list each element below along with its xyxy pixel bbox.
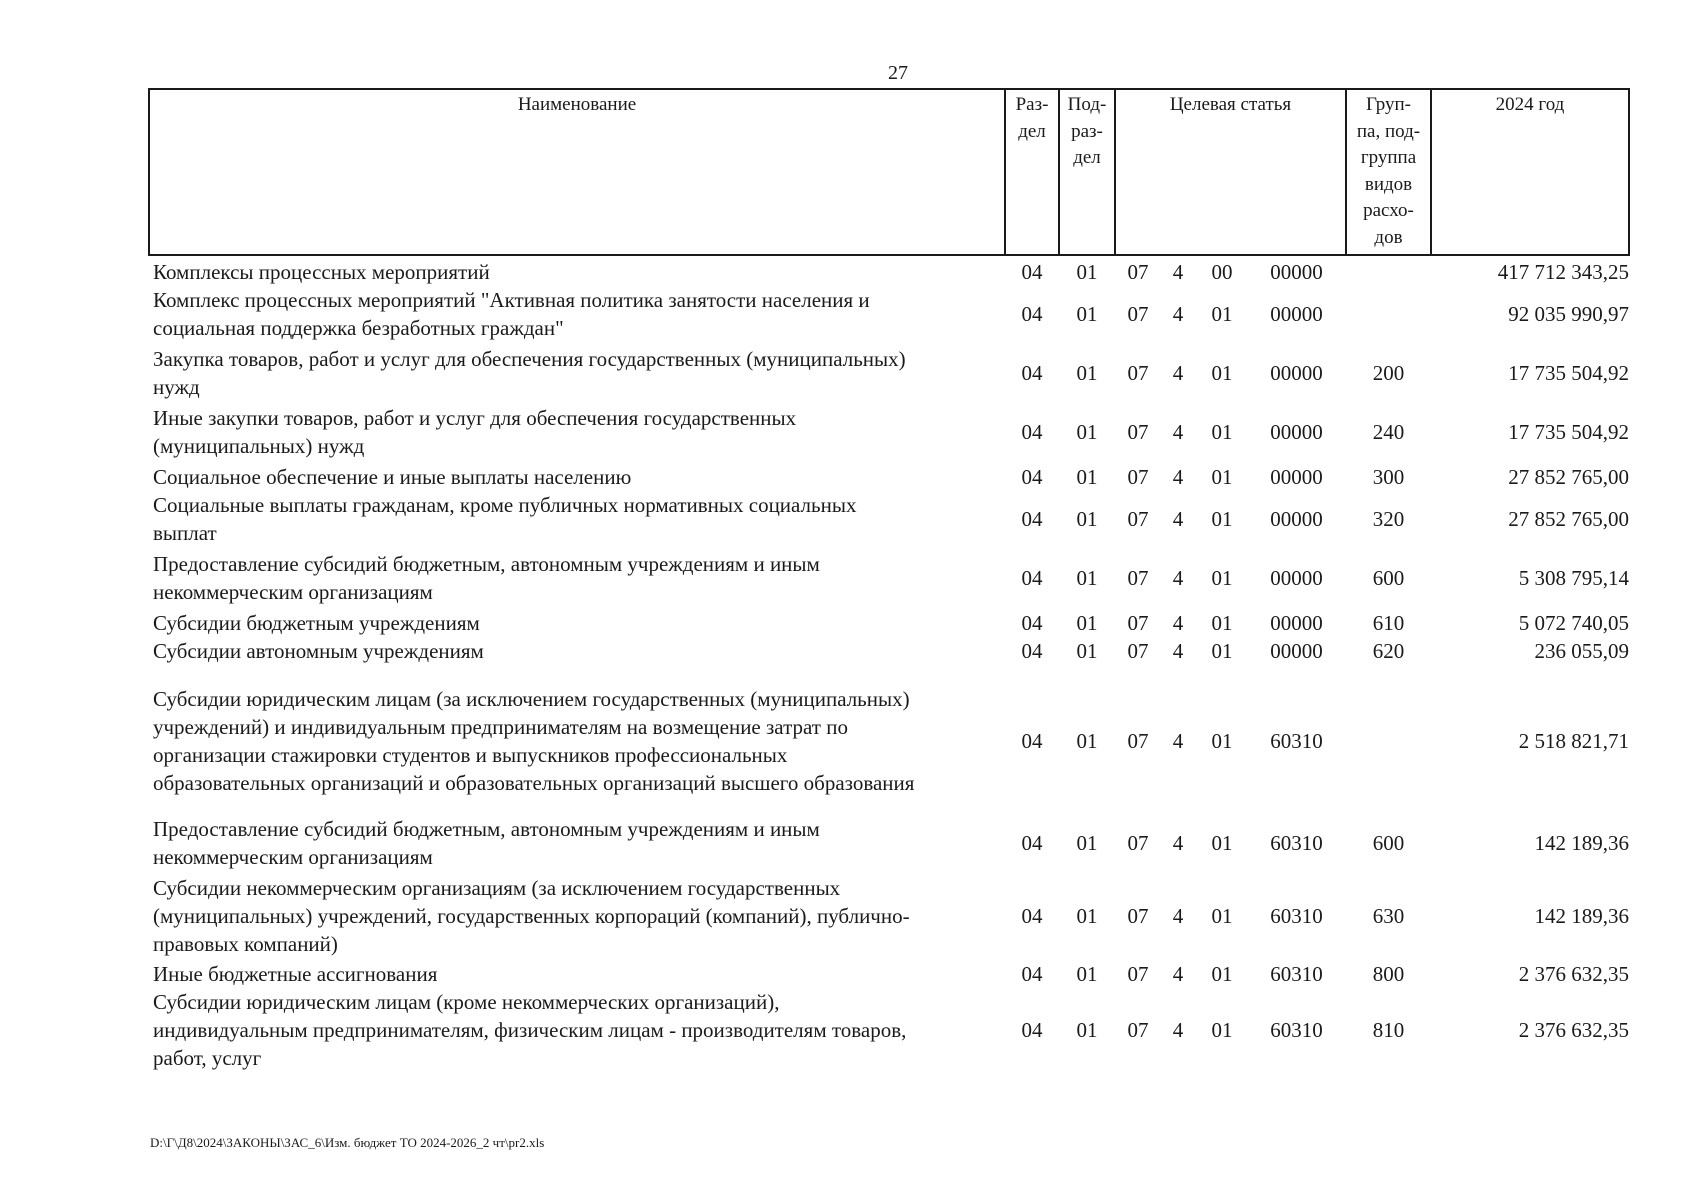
row-name-line: организации стажировки студентов и выпускников профессиональных: [153, 743, 788, 767]
row-razdel: 04: [1021, 1018, 1043, 1042]
row-podrazdel: 01: [1076, 831, 1098, 855]
row-razdel: 04: [1021, 302, 1043, 326]
row-name-line: Комплекс процессных мероприятий "Активная политика занятости населения и: [153, 288, 870, 312]
row-amount: 2 376 632,35: [1518, 962, 1629, 986]
header-podrazdel-line: раз-: [1071, 120, 1103, 142]
page-number-text: 27: [888, 62, 908, 84]
row-amount: 27 852 765,00: [1508, 465, 1629, 489]
row-target-program: 07: [1127, 831, 1149, 855]
row-target-direction: 00000: [1270, 507, 1323, 531]
row-target-direction: 00000: [1270, 465, 1323, 489]
table-row: [0, 345, 1695, 401]
row-target-element: 01: [1211, 962, 1233, 986]
row-target-element: 01: [1211, 465, 1233, 489]
row-name-line: выплат: [153, 521, 217, 545]
row-name-line: (муниципальных) учреждений, государственных корпораций (компаний), публично-: [153, 904, 910, 928]
row-target-element: 01: [1211, 611, 1233, 635]
row-name: [153, 258, 1013, 286]
row-name-line: Субсидии бюджетным учреждениям: [153, 611, 480, 635]
row-razdel: 04: [1021, 611, 1043, 635]
row-target-element: 01: [1211, 1018, 1233, 1042]
row-target-element: 01: [1211, 639, 1233, 663]
row-target-subprogram: 4: [1172, 420, 1184, 444]
row-name-line: индивидуальным предпринимателям, физическим лицам - производителям товаров,: [153, 1018, 907, 1042]
row-razdel: 04: [1021, 361, 1043, 385]
row-podrazdel: 01: [1076, 507, 1098, 531]
row-target-subprogram: 4: [1172, 904, 1184, 928]
row-target-direction: 60310: [1270, 904, 1323, 928]
row-target-element: 01: [1211, 566, 1233, 590]
row-group: 600: [1372, 566, 1405, 590]
row-name: [153, 550, 1013, 606]
row-name: [153, 685, 1013, 797]
row-target-direction: 00000: [1270, 420, 1323, 444]
row-target-subprogram: 4: [1172, 962, 1184, 986]
row-name-line: Социальное обеспечение и иные выплаты населению: [153, 465, 632, 489]
row-name: [153, 286, 1013, 342]
file-path: D:\Г\Д8\2024\ЗАКОНЫ\ЗАС_6\Изм. бюджет ТО 2024-2026_2 чт\pr2.xls: [150, 1135, 545, 1150]
header-year-text: 2024 год: [1495, 94, 1565, 115]
header-target: [1116, 92, 1345, 119]
row-razdel: 04: [1021, 465, 1043, 489]
row-target-program: 07: [1127, 611, 1149, 635]
row-name: [153, 874, 1013, 958]
row-target-program: 07: [1127, 260, 1149, 284]
row-target-program: 07: [1127, 566, 1149, 590]
row-name: [153, 609, 1013, 637]
row-target-program: 07: [1127, 639, 1149, 663]
table-row: [0, 463, 1695, 491]
row-name-line: правовых компаний): [153, 932, 338, 956]
table-row: [0, 404, 1695, 460]
row-razdel: 04: [1021, 729, 1043, 753]
header-podrazdel-line: дел: [1073, 147, 1101, 168]
row-name-line: Социальные выплаты гражданам, кроме публичных нормативных социальных: [153, 493, 857, 517]
row-target-direction: 00000: [1270, 639, 1323, 663]
table-row: [0, 988, 1695, 1072]
row-target-element: 00: [1211, 260, 1233, 284]
row-amount: 5 072 740,05: [1518, 611, 1629, 635]
row-name: [153, 960, 1013, 988]
row-group: 200: [1372, 361, 1405, 385]
header-group-line: видов: [1364, 173, 1413, 195]
row-name-line: некоммерческим организациям: [153, 580, 433, 604]
table-row: [0, 685, 1695, 803]
row-target-program: 07: [1127, 302, 1149, 326]
row-target-subprogram: 4: [1172, 507, 1184, 531]
row-amount: 417 712 343,25: [1497, 260, 1629, 284]
row-group: 810: [1372, 1018, 1405, 1042]
row-target-element: 01: [1211, 729, 1233, 753]
row-target-element: 01: [1211, 831, 1233, 855]
row-group: 800: [1372, 962, 1405, 986]
row-name: [153, 988, 1013, 1072]
row-amount: 17 735 504,92: [1508, 420, 1629, 444]
row-group: 240: [1372, 420, 1405, 444]
table-row: [0, 258, 1695, 286]
row-name: [153, 815, 1013, 871]
row-group: 600: [1372, 831, 1405, 855]
row-podrazdel: 01: [1076, 361, 1098, 385]
row-name-line: образовательных организаций и образовательных организаций высшего образования: [153, 771, 915, 795]
row-group: 300: [1372, 465, 1405, 489]
header-group-line: дов: [1374, 226, 1403, 248]
header-group-line: па, под-: [1356, 120, 1421, 142]
table-row: [0, 815, 1695, 871]
row-target-direction: 00000: [1270, 361, 1323, 385]
header-group-line: Груп-: [1365, 94, 1412, 115]
header-podrazdel: [1060, 92, 1114, 172]
row-target-direction: 00000: [1270, 260, 1323, 284]
row-target-subprogram: 4: [1172, 566, 1184, 590]
row-target-subprogram: 4: [1172, 831, 1184, 855]
row-target-program: 07: [1127, 1018, 1149, 1042]
row-amount: 17 735 504,92: [1508, 361, 1629, 385]
row-target-element: 01: [1211, 302, 1233, 326]
row-name-line: Иные бюджетные ассигнования: [153, 962, 438, 986]
row-razdel: 04: [1021, 831, 1043, 855]
header-group: [1347, 92, 1430, 251]
header-group-line: расхо-: [1363, 200, 1414, 221]
row-name: [153, 637, 1013, 665]
row-razdel: 04: [1021, 507, 1043, 531]
row-podrazdel: 01: [1076, 302, 1098, 326]
row-name-line: Субсидии автономным учреждениям: [153, 639, 484, 663]
row-podrazdel: 01: [1076, 611, 1098, 635]
row-razdel: 04: [1021, 639, 1043, 663]
row-name-line: Субсидии некоммерческим организациям (за исключением государственных: [153, 876, 841, 900]
table-row: [0, 960, 1695, 988]
row-podrazdel: 01: [1076, 1018, 1098, 1042]
row-target-program: 07: [1127, 962, 1149, 986]
row-amount: 2 518 821,71: [1518, 729, 1629, 753]
row-name: [153, 345, 1013, 401]
row-name: [153, 463, 1013, 491]
row-target-program: 07: [1127, 420, 1149, 444]
row-name-line: Субсидии юридическим лицам (кроме некоммерческих организаций),: [153, 990, 780, 1014]
row-name-line: работ, услуг: [153, 1046, 262, 1070]
row-name-line: Предоставление субсидий бюджетным, автономным учреждениям и иным: [153, 552, 820, 576]
row-name-line: Предоставление субсидий бюджетным, автономным учреждениям и иным: [153, 817, 820, 841]
row-podrazdel: 01: [1076, 962, 1098, 986]
row-target-direction: 60310: [1270, 962, 1323, 986]
table-row: [0, 874, 1695, 958]
row-target-program: 07: [1127, 904, 1149, 928]
row-name: [153, 404, 1013, 460]
table-row: [0, 609, 1695, 637]
row-target-element: 01: [1211, 904, 1233, 928]
row-podrazdel: 01: [1076, 260, 1098, 284]
row-target-element: 01: [1211, 507, 1233, 531]
row-name-line: учреждений) и индивидуальным предпринимателям на возмещение затрат по: [153, 715, 848, 739]
row-name: [153, 491, 1013, 547]
row-target-direction: 60310: [1270, 729, 1323, 753]
row-target-subprogram: 4: [1172, 611, 1184, 635]
row-name-line: Закупка товаров, работ и услуг для обеспечения государственных (муниципальных): [153, 347, 906, 371]
row-target-element: 01: [1211, 361, 1233, 385]
row-target-direction: 60310: [1270, 831, 1323, 855]
table-row: [0, 286, 1695, 342]
row-target-program: 07: [1127, 507, 1149, 531]
header-target-text: Целевая статья: [1169, 94, 1292, 115]
row-target-direction: 00000: [1270, 566, 1323, 590]
row-group: 630: [1372, 904, 1405, 928]
row-razdel: 04: [1021, 904, 1043, 928]
row-target-program: 07: [1127, 361, 1149, 385]
row-razdel: 04: [1021, 962, 1043, 986]
table-row: [0, 637, 1695, 665]
row-target-subprogram: 4: [1172, 260, 1184, 284]
row-name-line: некоммерческим организациям: [153, 845, 433, 869]
row-target-subprogram: 4: [1172, 361, 1184, 385]
row-name-line: Иные закупки товаров, работ и услуг для обеспечения государственных: [153, 406, 797, 430]
row-target-program: 07: [1127, 729, 1149, 753]
row-podrazdel: 01: [1076, 639, 1098, 663]
row-name-line: социальная поддержка безработных граждан": [153, 316, 564, 340]
row-razdel: 04: [1021, 260, 1043, 284]
row-target-direction: 00000: [1270, 302, 1323, 326]
row-group: 320: [1372, 507, 1405, 531]
row-podrazdel: 01: [1076, 420, 1098, 444]
row-target-subprogram: 4: [1172, 729, 1184, 753]
row-podrazdel: 01: [1076, 729, 1098, 753]
header-name-text: Наименование: [517, 94, 637, 115]
row-target-subprogram: 4: [1172, 639, 1184, 663]
row-name-line: нужд: [153, 375, 200, 399]
header-razdel-line: Раз-: [1015, 94, 1049, 115]
row-name-line: Комплексы процессных мероприятий: [153, 260, 490, 284]
row-amount: 142 189,36: [1534, 831, 1629, 855]
row-amount: 27 852 765,00: [1508, 507, 1629, 531]
row-podrazdel: 01: [1076, 904, 1098, 928]
header-name: [150, 92, 1004, 119]
row-amount: 142 189,36: [1534, 904, 1629, 928]
row-target-element: 01: [1211, 420, 1233, 444]
row-amount: 236 055,09: [1534, 639, 1629, 663]
row-podrazdel: 01: [1076, 566, 1098, 590]
row-name-line: Субсидии юридическим лицам (за исключением государственных (муниципальных): [153, 687, 910, 711]
row-podrazdel: 01: [1076, 465, 1098, 489]
header-razdel: [1006, 92, 1058, 145]
row-razdel: 04: [1021, 420, 1043, 444]
row-razdel: 04: [1021, 566, 1043, 590]
table-row: [0, 491, 1695, 547]
row-target-direction: 00000: [1270, 611, 1323, 635]
row-target-subprogram: 4: [1172, 302, 1184, 326]
row-amount: 5 308 795,14: [1518, 566, 1629, 590]
header-year: [1432, 92, 1628, 119]
row-amount: 92 035 990,97: [1508, 302, 1629, 326]
header-group-line: группа: [1360, 147, 1417, 168]
row-amount: 2 376 632,35: [1518, 1018, 1629, 1042]
table-row: [0, 550, 1695, 606]
header-razdel-line: дел: [1018, 120, 1046, 142]
row-target-program: 07: [1127, 465, 1149, 489]
row-group: 620: [1372, 639, 1405, 663]
row-target-direction: 60310: [1270, 1018, 1323, 1042]
header-podrazdel-line: Под-: [1067, 94, 1107, 115]
row-name-line: (муниципальных) нужд: [153, 434, 365, 458]
row-target-subprogram: 4: [1172, 465, 1184, 489]
row-group: 610: [1372, 611, 1405, 635]
row-target-subprogram: 4: [1172, 1018, 1184, 1042]
